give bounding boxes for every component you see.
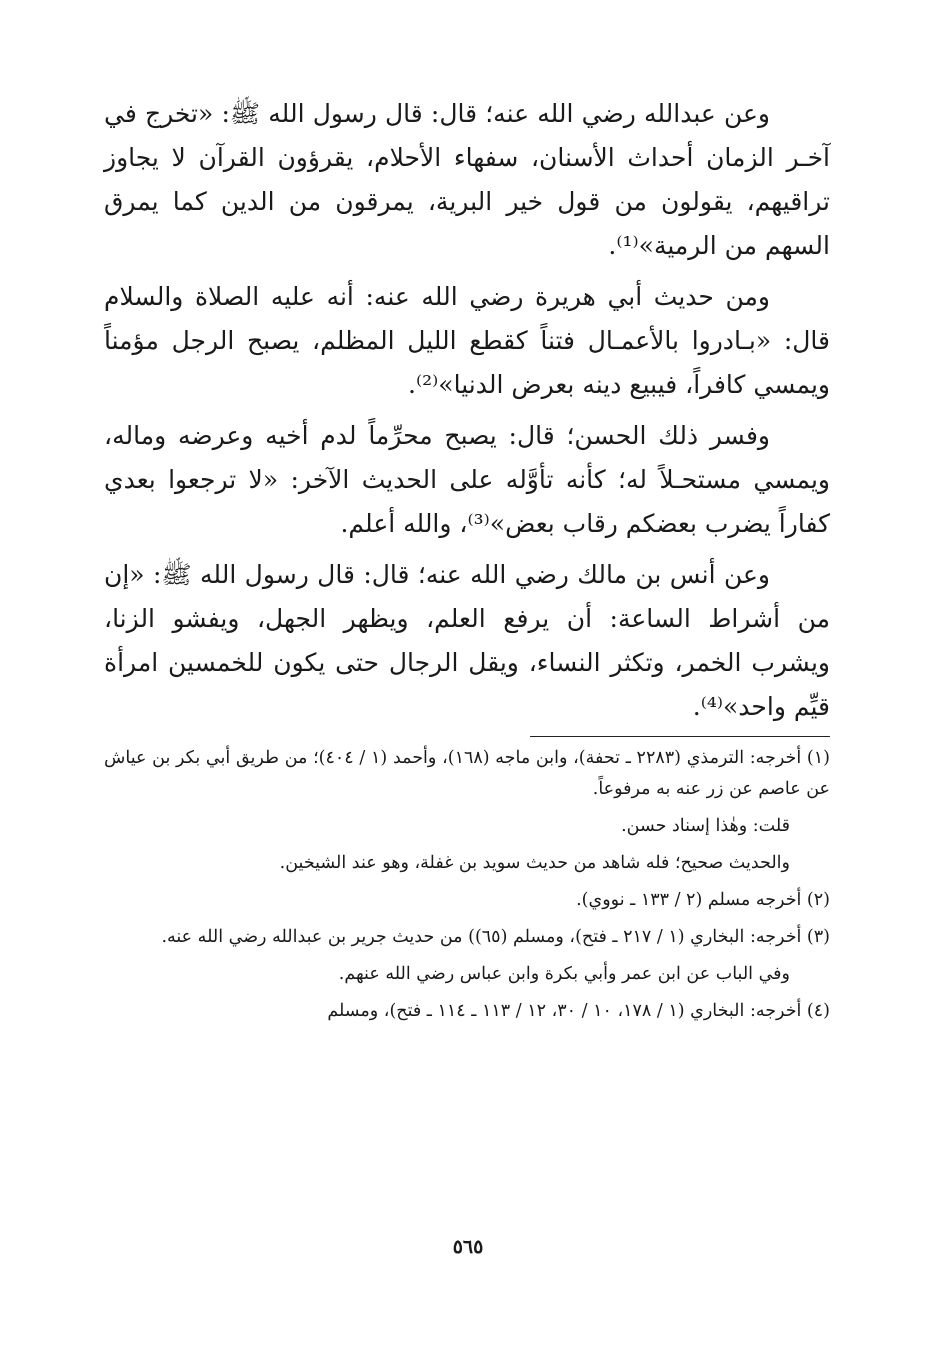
paragraph-explanation-hasan: وفسر ذلك الحسن؛ قال: يصبح محرِّماً لدم أخيه وعرضه وماله، ويمسي مستحـلاً له؛ كأنه تأوَّله على الحديث الآخر: «لا ترجعوا بعدي كفاراً يضرب بعضكم رقاب بعض»⁽³⁾، والله أعلم.	[104, 421, 830, 538]
footnote-2: (٢) أخرجه مسلم (٢ / ١٣٣ ـ نووي).	[576, 890, 830, 910]
footnote-3: (٣) أخرجه: البخاري (١ / ٢١٧ ـ فتح)، ومسلم (٦٥)) من حديث جرير بن عبدالله رضي الله عنه.	[161, 927, 830, 947]
footnote-divider-wrap	[104, 736, 830, 737]
footnote-3-chapter: وفي الباب عن ابن عمر وأبي بكرة وابن عباس رضي الله عنهم.	[338, 964, 790, 984]
paragraph-hadith-abu-hurayra: ومن حديث أبي هريرة رضي الله عنه: أنه عليه الصلاة والسلام قال: «بـادروا بالأعمـال فتناً كقطع الليل المظلم، يصبح الرجل مؤمناً ويمسي كافراً، فيبيع دينه بعرض الدنيا»⁽²⁾.	[104, 282, 830, 399]
paragraph-hadith-anas: وعن أنس بن مالك رضي الله عنه؛ قال: قال رسول الله ﷺ: «إن من أشراط الساعة: أن يرفع العلم، ويظهر الجهل، ويفشو الزنا، ويشرب الخمر، وتكثر النساء، ويقل الرجال حتى يكون للخمسين امرأة قيِّم واحد»⁽⁴⁾.	[104, 560, 830, 721]
footnote-divider	[530, 736, 830, 737]
page-number: ٥٦٥	[452, 1236, 484, 1258]
document-page	[104, 92, 830, 1033]
footnote-4: (٤) أخرجه: البخاري (١ / ١٧٨، ١٠ / ٣٠، ١٢ / ١١٣ ـ ١١٤ ـ فتح)، ومسلم	[327, 1001, 830, 1021]
footnote-1: (١) أخرجه: الترمذي (٢٢٨٣ ـ تحفة)، وابن ماجه (١٦٨)، وأحمد (١ / ٤٠٤)؛ من طريق أبي بكر بن عياش عن عاصم عن زر عنه به مرفوعاً.	[104, 748, 830, 799]
footnote-1-witness: والحديث صحيح؛ فله شاهد من حديث سويد بن غفلة، وهو عند الشيخين.	[279, 853, 790, 873]
footnotes	[104, 743, 830, 1027]
main-text	[104, 92, 830, 729]
footnote-1-comment: قلت: وهٰذا إسناد حسن.	[621, 816, 790, 836]
paragraph-hadith-abdullah: وعن عبدالله رضي الله عنه؛ قال: قال رسول الله ﷺ: «تخرج في آخـر الزمان أحداث الأسنان، سفهاء الأحلام، يقرؤون القرآن لا يجاوز تراقيهم، يقولون من قول خير البرية، يمرقون من الدين كما يمرق السهم من الرمية»⁽¹⁾.	[104, 99, 830, 260]
